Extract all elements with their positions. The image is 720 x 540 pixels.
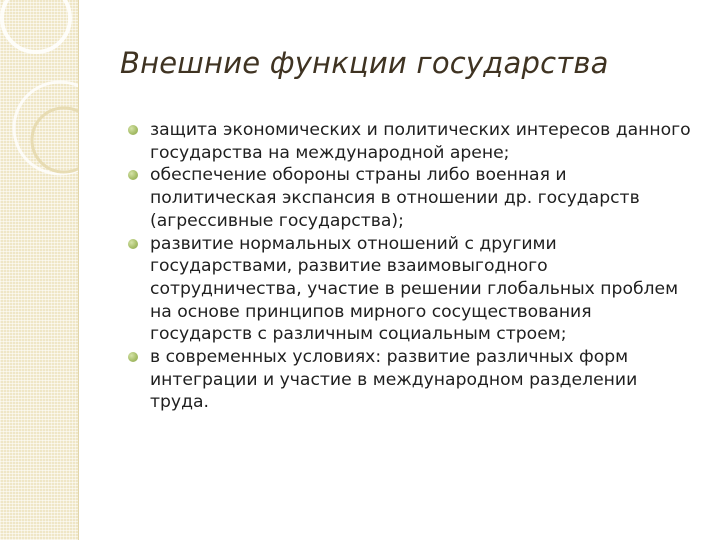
- bullet-text: развитие нормальных отношений с другими государствами, развитие взаимовыгодного сотрудничества, участие в решении глобальных проблем на основе принципов мирного сосуществования государств с различным социальным строем;: [150, 233, 679, 345]
- bullet-item: [128, 164, 698, 232]
- bullet-dot-icon: [128, 352, 138, 362]
- decorative-circles-icon: [0, 0, 78, 240]
- bullet-item: [128, 346, 698, 414]
- bullet-dot-icon: [128, 170, 138, 180]
- bullet-list: [128, 119, 698, 414]
- bullet-dot-icon: [128, 125, 138, 135]
- decorative-side-band: [0, 0, 79, 540]
- bullet-text: защита экономических и политических интересов данного государства на международной арене;: [150, 120, 691, 163]
- bullet-text: обеспечение обороны страны либо военная и политическая экспансия в отношении др. государств (агрессивные государства);: [150, 165, 640, 231]
- bullet-dot-icon: [128, 239, 138, 249]
- slide-title: Внешние функции государства: [120, 46, 609, 80]
- bullet-item: [128, 119, 698, 164]
- bullet-item: [128, 233, 698, 347]
- bullet-text: в современных условиях: развитие различных форм интеграции и участие в международном разделении труда.: [150, 347, 638, 413]
